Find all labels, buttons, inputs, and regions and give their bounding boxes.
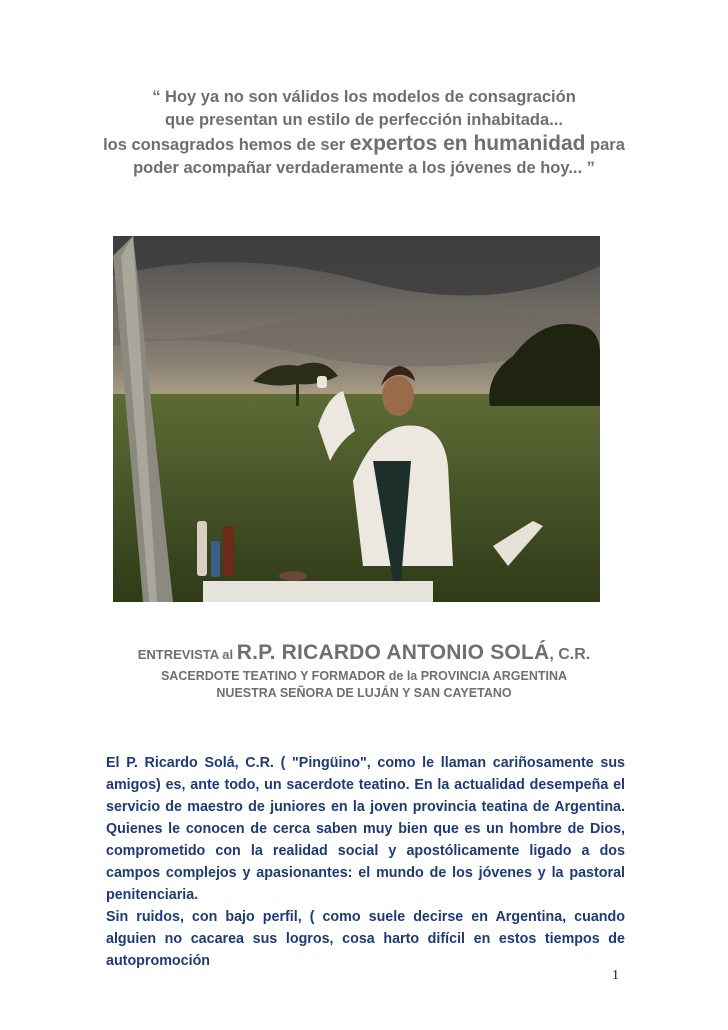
article-body	[106, 752, 625, 972]
page-number: 1	[612, 968, 619, 983]
interviewee-suffix: , C.R.	[549, 646, 591, 663]
outdoor-mass-photo	[113, 236, 600, 602]
interview-header	[0, 640, 728, 702]
quote-line-3-start: los consagrados hemos de ser	[103, 136, 350, 154]
quote-line-3	[0, 132, 728, 157]
quote-line-1: “ Hoy ya no son válidos los modelos de consagración	[152, 88, 576, 106]
paragraph-1: El P. Ricardo Solá, C.R. ( "Pingüino", como le llaman cariñosamente sus amigos) es, ante todo, un sacerdote teatino. En la actualidad desempeña el servicio de maestro de juniores en la joven provincia teatina de Argentina. Quienes le conocen de cerca saben muy bien que es un hombre de Dios, comprometido con la realidad social y apostólicamente ligado a dos campos complejos y apasionantes: el mundo de los jóvenes y la pastoral penitenciaria.	[106, 755, 625, 903]
quote-line-4: poder acompañar verdaderamente a los jóvenes de hoy... ”	[133, 159, 595, 177]
interview-prefix: ENTREVISTA al	[137, 647, 237, 662]
interview-title	[0, 640, 728, 668]
quote-line-2: que presentan un estilo de perfección inhabitada...	[165, 111, 563, 129]
quote-emphasis: expertos en humanidad	[349, 132, 586, 155]
quote-line-3-end: para	[585, 136, 625, 154]
photo-illustration	[113, 236, 600, 602]
interview-subtitle-2: NUESTRA SEÑORA DE LUJÁN Y SAN CAYETANO	[216, 686, 512, 700]
epigraph-quote	[0, 86, 728, 180]
paragraph-2: Sin ruidos, con bajo perfil, ( como suele decirse en Argentina, cuando alguien no cacarea sus logros, cosa harto difícil en estos tiempos de autopromoción	[106, 909, 625, 969]
interviewee-name: R.P. RICARDO ANTONIO SOLÁ	[236, 641, 550, 664]
interview-subtitle-1: SACERDOTE TEATINO Y FORMADOR de la PROVINCIA ARGENTINA	[160, 669, 568, 683]
